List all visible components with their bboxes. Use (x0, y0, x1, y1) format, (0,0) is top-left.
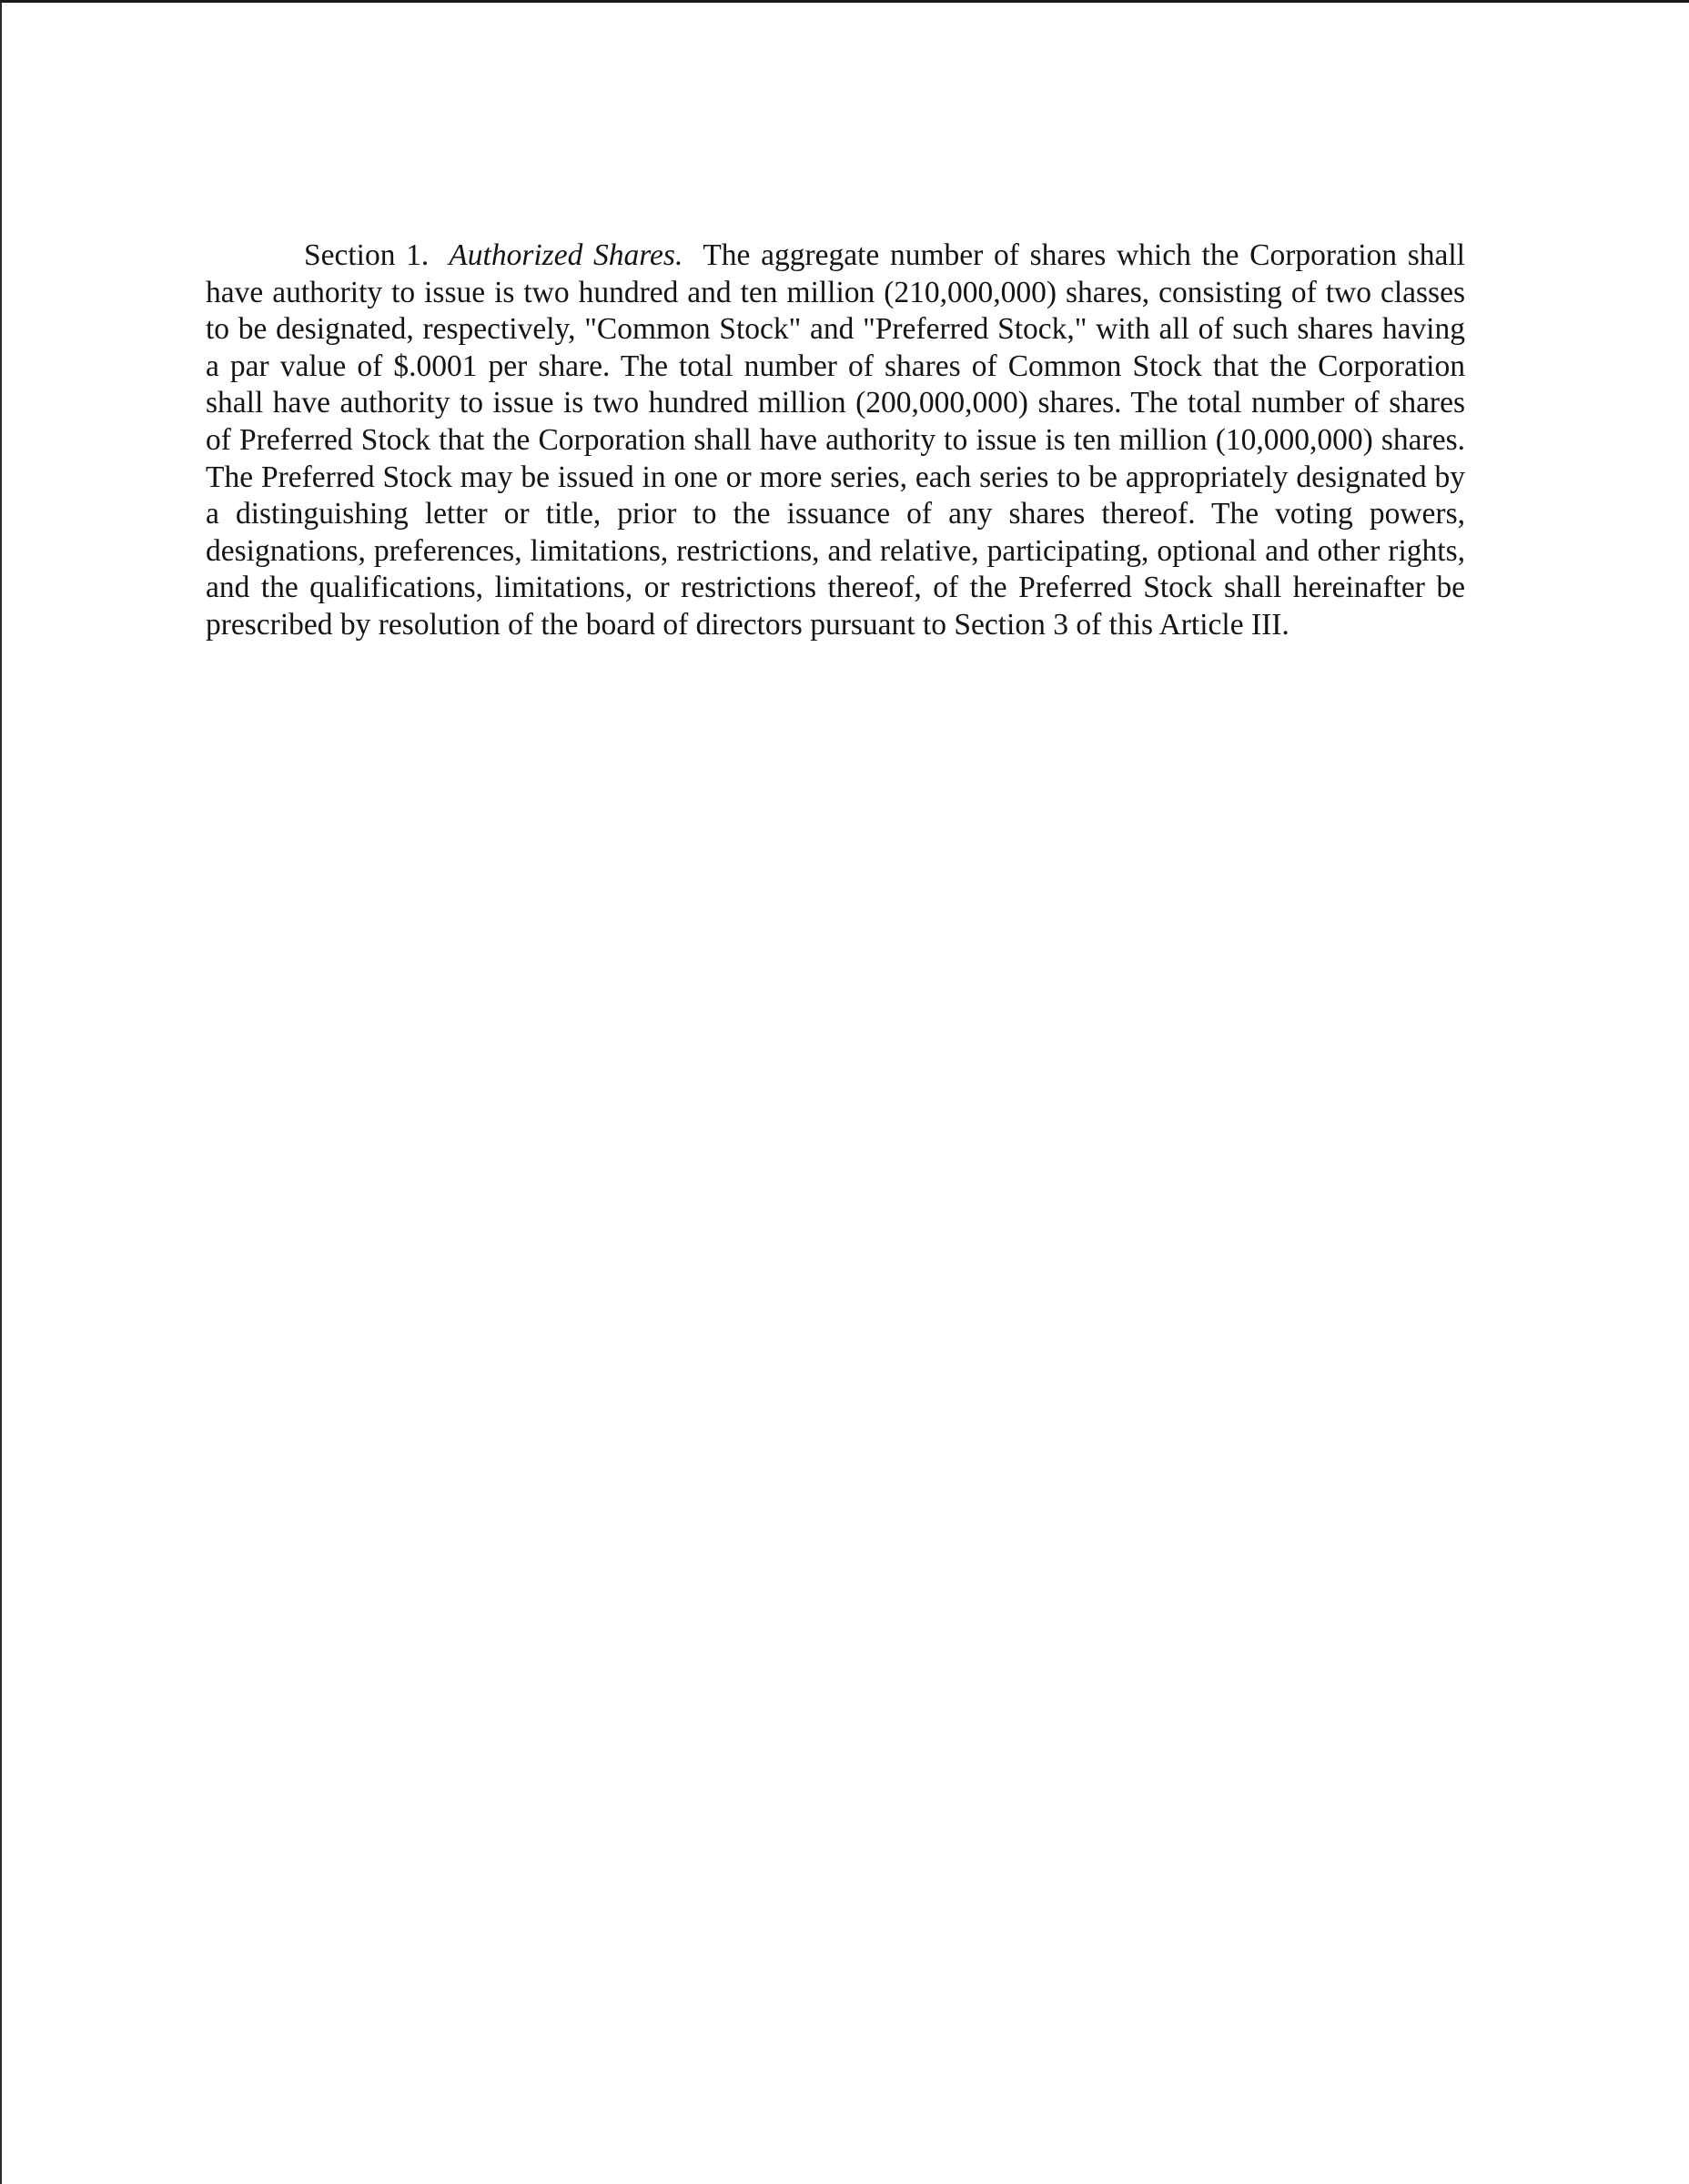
section-heading: Authorized Shares. (449, 238, 683, 272)
section-body-text: The aggregate number of shares which the Corporation shall have authority to issue is two hundred and ten million (210,000,000) shares, consisting of two classes to be designated, respectively, "Common Stock" and "Preferred Stock," with all of such shares having a par value of $.0001 per share. The total number of shares of Common Stock that the Corporation shall have authority to issue is two hundred million (200,000,000) shares. The total number of shares of Preferred Stock that the Corporation shall have authority to issue is ten million (10,000,000) shares. The Preferred Stock may be issued in one or more series, each series to be appropriately designated by a distinguishing letter or title, prior to the issuance of any shares thereof. The voting powers, designations, preferences, limitations, restrictions, and relative, participating, optional and other rights, and the qualifications, limitations, or restrictions thereof, of the Preferred Stock shall hereinafter be prescribed by resolution of the board of directors pursuant to Section 3 of this Article III. (206, 238, 1465, 642)
section-label: Section 1. (304, 238, 430, 272)
section-paragraph (206, 238, 1465, 644)
